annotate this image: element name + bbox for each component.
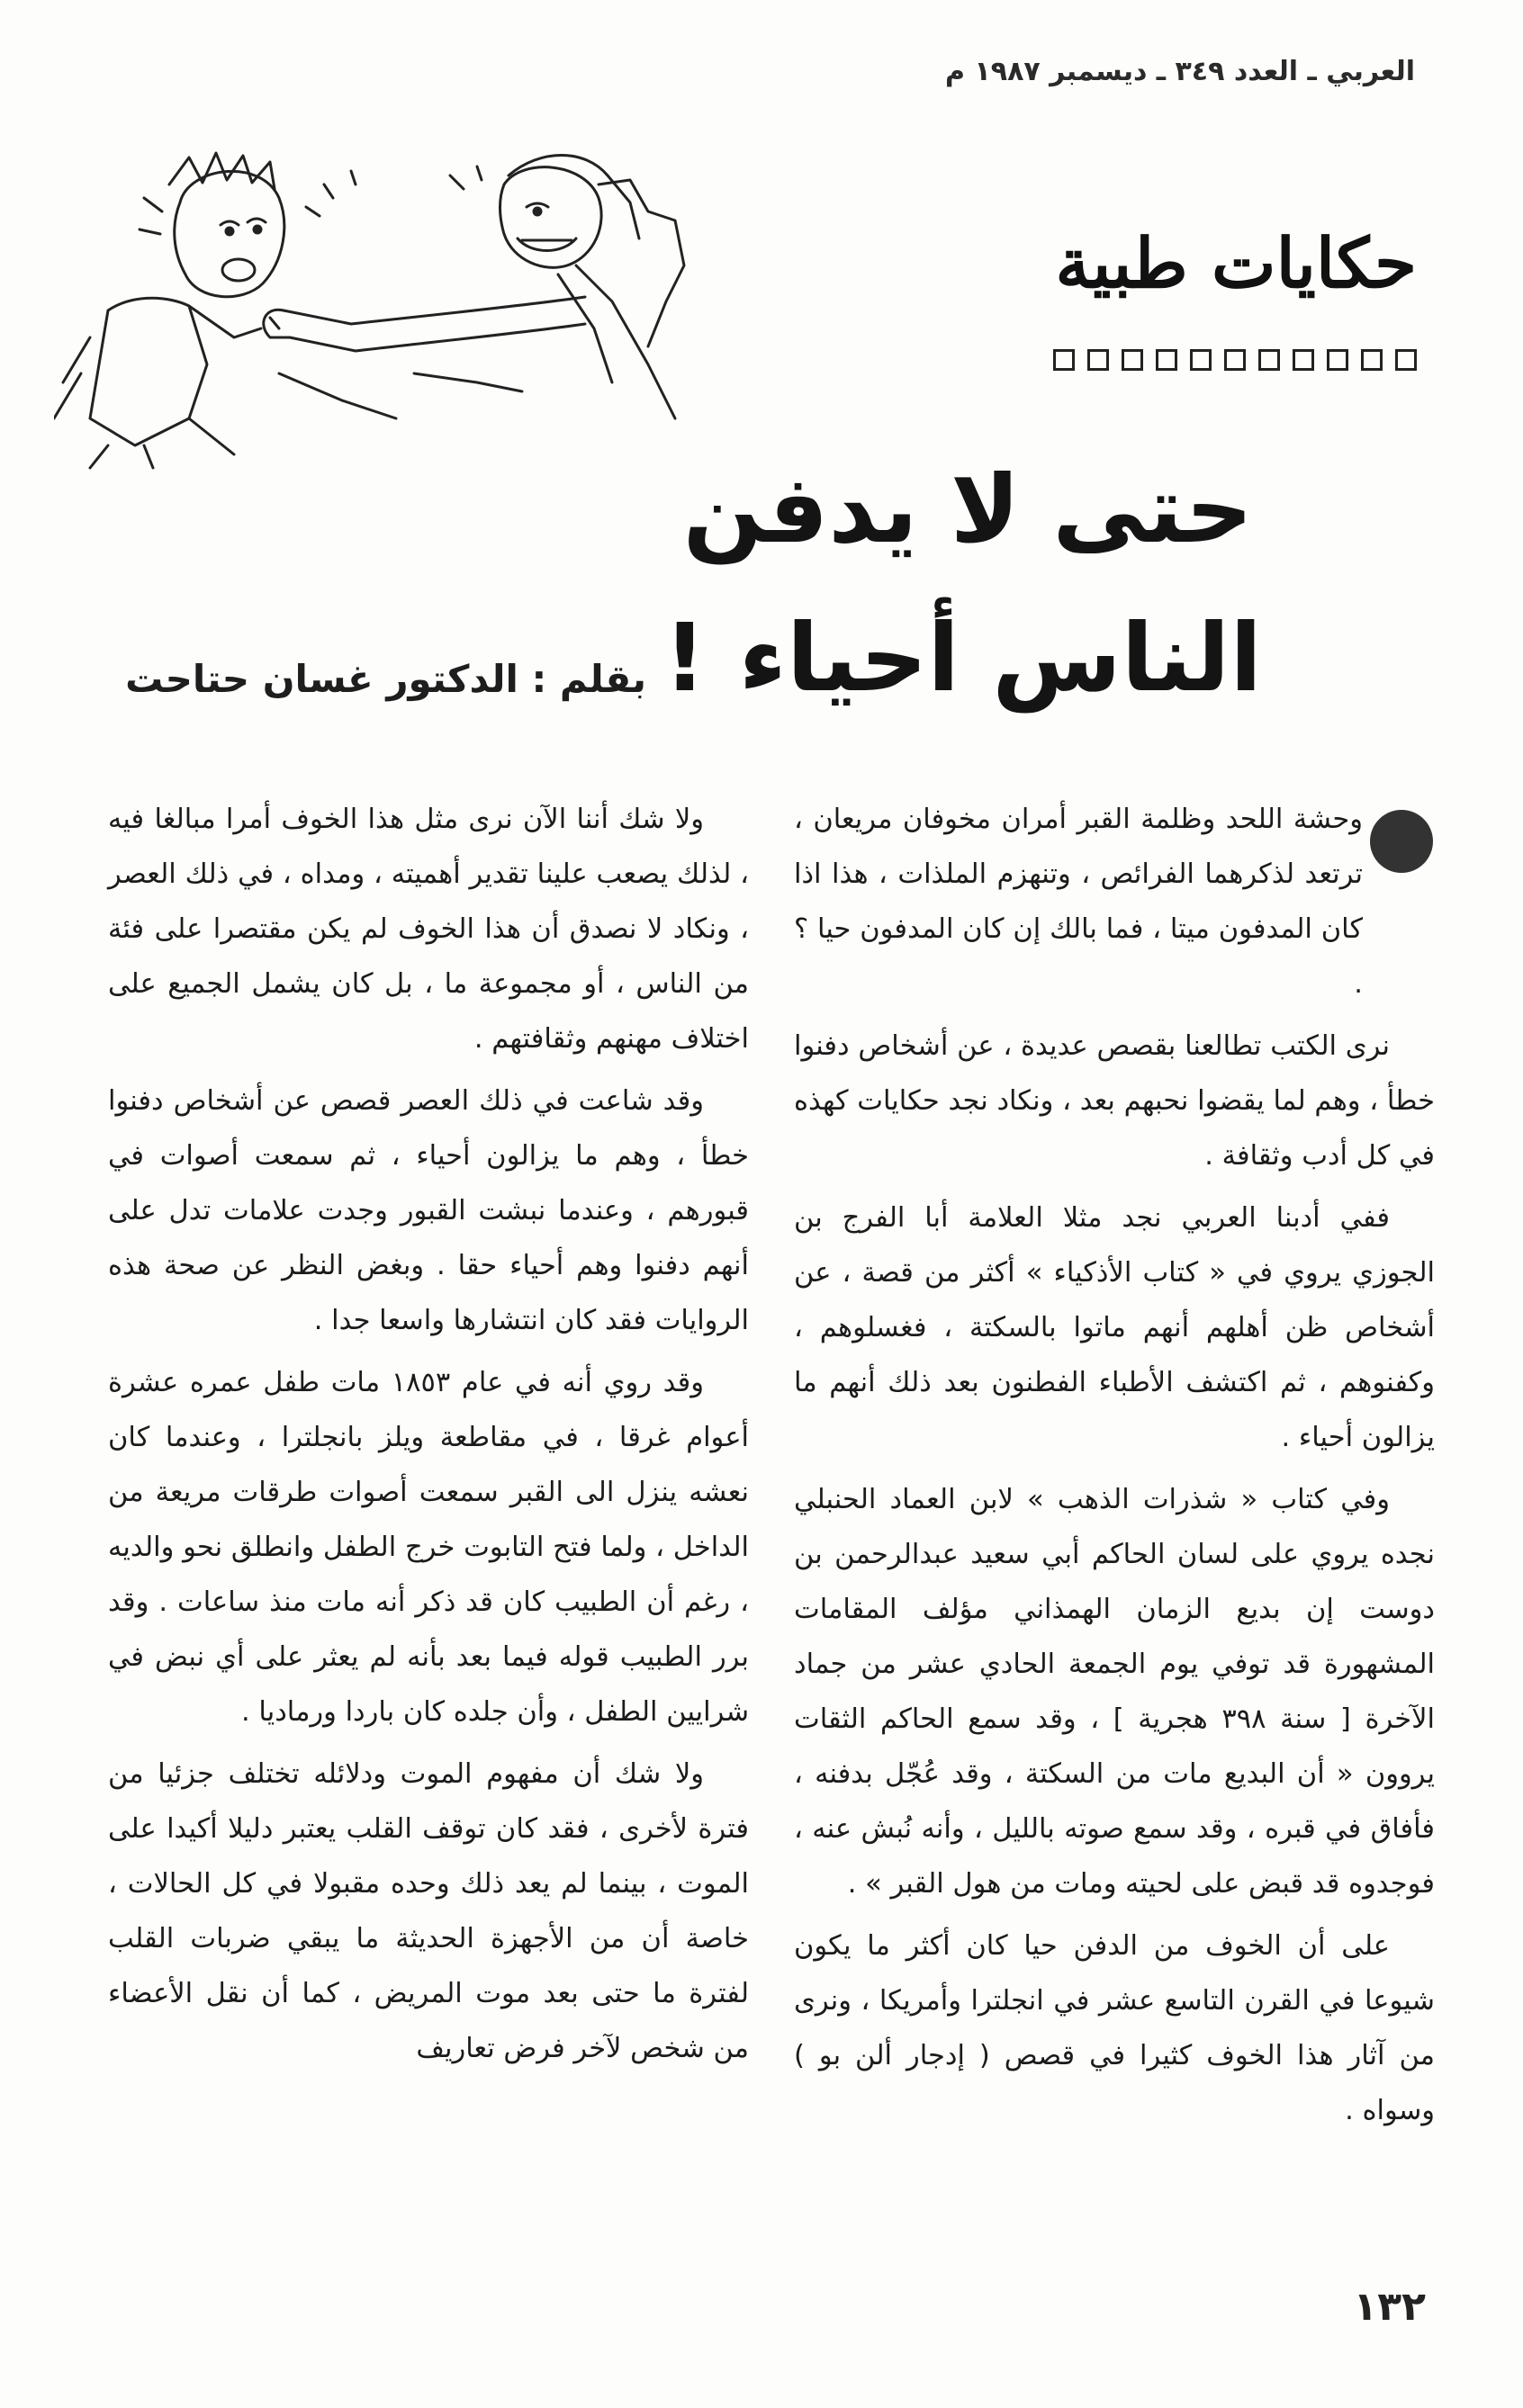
paragraph: ولا شك أننا الآن نرى مثل هذا الخوف أمرا مبالغا فيه ، لذلك يصعب علينا تقدير أهميته ، ومداه ، في ذلك العصر ، ونكاد لا نصدق أن هذا الخوف لم يكن مقتصرا على فئة من الناس ، أو مجموعة ما ، بل كان يشمل الجميع على اختلاف مهنهم وثقافتهم . [108,804,749,1055]
paragraph: وقد شاعت في ذلك العصر قصص عن أشخاص دفنوا خطأ ، وهم ما يزالون أحياء ، ثم سمعت أصوات في قبورهم ، وعندما نبشت القبور وجدت علامات تدل على أنهم دفنوا وهم أحياء حقا . وبغض النظر عن صحة هذه الروايات فقد كان انتشارها واسعا جدا . [108,1085,749,1336]
square-ornament-icon [1087,349,1109,371]
paragraph: وقد روي أنه في عام ١٨٥٣ مات طفل عمره عشرة أعوام غرقا ، في مقاطعة ويلز بانجلترا ، وعندما كان نعشه ينزل الى القبر سمعت أصوات طرقات مريعة من الداخل ، ولما فتح التابوت خرج الطفل وانطلق نحو والديه ، رغم أن الطبيب كان قد ذكر أنه مات منذ ساعات . وقد برر الطبيب قوله فيما بعد بأنه لم يعثر على أي نبض في شرايين الطفل ، وأن جلده كان باردا ورماديا . [108,1367,749,1728]
decorative-box-row [1053,349,1417,371]
section-title: حكايات طبية [1055,223,1417,303]
square-ornament-icon [1053,349,1075,371]
paragraph: وفي كتاب « شذرات الذهب » لابن العماد الحنبلي نجده يروي على لسان الحاكم أبي سعيد عبدالرحمن بن دوست إن بديع الزمان الهمذاني مؤلف المقامات المشهورة قد توفي يوم الجمعة الحادي عشر من جماد الآخرة [ سنة ٣٩٨ هجرية ] ، وقد سمع الحاكم الثقات يروون « أن البديع مات من السكتة ، وقد عُجّل بدفنه ، فأفاق في قبره ، وقد سمع صوته بالليل ، وأنه نُبش عنه ، فوجدوه قد قبض على لحيته ومات من هول القبر » . [794,1484,1435,1900]
cartoon-doctor-patient-icon [54,148,702,472]
left-column [108,792,749,2083]
page-number: ١٣٢ [1353,2284,1426,2330]
paragraph: نرى الكتب تطالعنا بقصص عديدة ، عن أشخاص دفنوا خطأ ، وهم لما يقضوا نحبهم بعد ، ونكاد نجد حكايات كهذه في كل أدب وثقافة . [794,1030,1435,1172]
square-ornament-icon [1258,349,1280,371]
headline-line-2: الناس أحياء ! [663,603,1262,713]
paragraph: ولا شك أن مفهوم الموت ودلائله تختلف جزئيا من فترة لأخرى ، فقد كان توقف القلب يعتبر دليلا أكيدا على الموت ، بينما لم يعد ذلك وحده مقبولا في كل الحالات ، خاصة أن من الأجهزة الحديثة ما يبقي ضربات القلب لفترة ما حتى بعد موت المريض ، كما أن نقل الأعضاء من شخص لآخر فرض تعاريف [108,1758,749,2064]
paragraph: ففي أدبنا العربي نجد مثلا العلامة أبا الفرج بن الجوزي يروي في « كتاب الأذكياء » أكثر من قصة ، عن أشخاص ظن أهلهم أنهم ماتوا بالسكتة ، فغسلوهم ، وكفنوهم ، ثم اكتشف الأطباء الفطنون بعد ذلك أنهم ما يزالون أحياء . [794,1202,1435,1453]
paragraph: على أن الخوف من الدفن حيا كان أكثر ما يكون شيوعا في القرن التاسع عشر في انجلترا وأمريكا ، ونرى من آثار هذا الخوف كثيرا في قصص ( إدجار ألن بو ) وسواه . [794,1930,1435,2126]
paragraph: وحشة اللحد وظلمة القبر أمران مخوفان مريعان ، ترتعد لذكرهما الفرائص ، وتنهزم الملذات ، هذا اذا كان المدفون ميتا ، فما بالك إن كان المدفون حيا ؟ . [794,804,1363,1000]
byline: بقلم : الدكتور غسان حتاحت [125,657,646,701]
headline-line-1: حتى لا يدفن [682,454,1253,564]
square-ornament-icon [1156,349,1177,371]
square-ornament-icon [1293,349,1314,371]
square-ornament-icon [1361,349,1383,371]
right-column [794,792,1435,2145]
square-ornament-icon [1327,349,1348,371]
running-header: العربي ـ العدد ٣٤٩ ـ ديسمبر ١٩٨٧ م [945,56,1415,87]
square-ornament-icon [1395,349,1417,371]
square-ornament-icon [1224,349,1246,371]
square-ornament-icon [1190,349,1212,371]
square-ornament-icon [1122,349,1143,371]
